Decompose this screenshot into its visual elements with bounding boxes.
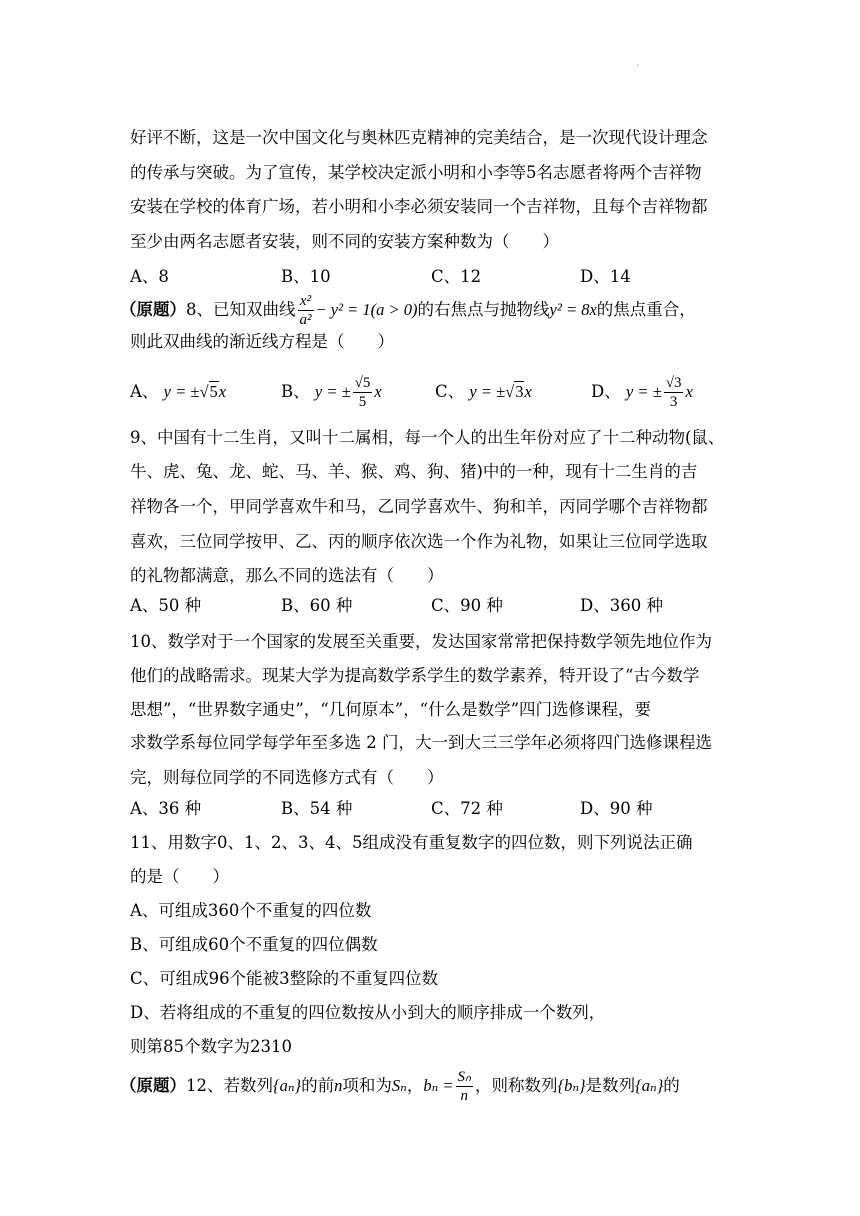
q8-option-a-post: x <box>218 382 227 401</box>
q7-line-1: 好评不断，这是一次中国文化与奥林匹克精神的完美结合，是一次现代设计理念 <box>130 128 708 147</box>
q8-line-1 <box>120 286 696 334</box>
q12-sn: Sₙ <box>391 1076 407 1095</box>
q7-option-b: B、10 <box>281 267 331 286</box>
q12-p4: ， <box>406 1076 424 1095</box>
q8-option-a-pre: y = ± <box>163 382 200 401</box>
q7-line-4: 至少由两名志愿者安装，则不同的安装方案种数为（ ） <box>130 232 559 251</box>
q8-option-c-rad: 3 <box>515 382 524 401</box>
q10-line-1: 10、数学对于一个国家的发展至关重要，发达国家常常把保持数学领先地位作为 <box>130 632 712 651</box>
q8-option-b-den: 5 <box>358 393 367 410</box>
q8-option-a-label: A、 <box>130 382 159 401</box>
q12-p3: 项和为 <box>342 1076 392 1095</box>
q8-prefix: 8、已知双曲线 <box>186 300 296 319</box>
q10-line-5: 完，则每位同学的不同选修方式有（ ） <box>130 768 444 787</box>
q7-option-d: D、14 <box>580 267 631 286</box>
q7-line-2: 的传承与突破。为了宣传，某学校决定派小明和小李等5名志愿者将两个吉祥物 <box>130 163 702 182</box>
q8-line-2: 则此双曲线的渐近线方程是（ ） <box>130 332 394 351</box>
q12-p5: ，则称数列 <box>475 1076 558 1095</box>
page-dot: . <box>636 58 639 69</box>
q12-seq-b: {bₙ} <box>557 1076 586 1095</box>
q12-frac-num: Sₙ <box>457 1068 472 1085</box>
q8-option-a-rad: 5 <box>209 382 218 401</box>
q8-option-b-label: B、 <box>281 382 310 401</box>
q11-option-d: D、若将组成的不重复的四位数按从小到大的顺序排成一个数列， <box>130 1003 606 1022</box>
q8-option-c-pre: y = ± <box>469 382 506 401</box>
q7-line-3: 安装在学校的体育广场，若小明和小李必须安装同一个吉祥物，且每个吉祥物都 <box>130 197 708 216</box>
q8-frac-den: a² <box>299 311 312 328</box>
q9-line-1: 9、中国有十二生肖，又叫十二属相，每一个人的出生年份对应了十二种动物(鼠、 <box>130 428 725 447</box>
q11-option-a: A、可组成360个不重复的四位数 <box>130 901 372 920</box>
q8-option-d-label: D、 <box>591 382 621 401</box>
q10-option-a: A、36 种 <box>130 799 202 818</box>
q8-option-d <box>591 368 693 416</box>
q8-tag: （原题） <box>120 300 186 319</box>
q8-option-c-sqrt: √3 <box>505 382 524 401</box>
q12-seq-a2: {aₙ} <box>635 1076 664 1095</box>
q12-seq-a: {aₙ} <box>273 1076 302 1095</box>
q8-mid: 的右焦点与抛物线 <box>417 300 550 319</box>
q10-line-4: 求数学系每位同学每学年至多选 2 门，大一到大三三学年必须将四门选修课程选 <box>130 733 712 752</box>
q8-option-d-fraction <box>664 376 684 410</box>
q8-option-c <box>435 368 532 416</box>
q11-line-2: 的是（ ） <box>130 867 229 886</box>
q12-fraction <box>456 1070 473 1104</box>
q11-option-d-cont: 则第85个数字为2310 <box>130 1037 292 1056</box>
q12-bn-eq: bₙ = <box>423 1076 454 1095</box>
q12-tag: （原题） <box>120 1076 186 1095</box>
q12-p2: 的前 <box>301 1076 335 1095</box>
q9-line-4: 喜欢，三位同学按甲、乙、丙的顺序依次选一个作为礼物，如果让三位同学选取 <box>130 532 708 551</box>
q12-p7: 的 <box>663 1076 680 1095</box>
q8-option-d-post: x <box>685 382 693 401</box>
q8-option-d-num: √3 <box>665 374 682 391</box>
q8-option-d-den: 3 <box>669 393 678 410</box>
q9-option-c: C、90 种 <box>431 596 503 615</box>
q12-p6: 是数列 <box>585 1076 636 1095</box>
q8-option-c-label: C、 <box>435 382 465 401</box>
q8-suffix: 的焦点重合， <box>596 300 696 319</box>
q9-line-3: 祥物各一个，甲同学喜欢牛和马，乙同学喜欢牛、狗和羊，丙同学哪个吉祥物都 <box>130 497 708 516</box>
q10-option-c: C、72 种 <box>431 799 503 818</box>
q8-option-b-fraction <box>353 376 373 410</box>
q12-frac-den: n <box>460 1087 469 1104</box>
q8-parabola: y² = 8x <box>549 300 597 319</box>
q8-option-b-post: x <box>374 382 382 401</box>
q10-line-2: 他们的战略需求。现某大学为提高数学系学生的数学素养，特开设了“古今数学 <box>130 666 700 685</box>
q8-option-d-pre: y = ± <box>625 382 662 401</box>
q8-option-a-sqrt: √5 <box>199 382 218 401</box>
q10-option-d: D、90 种 <box>580 799 653 818</box>
q11-line-1: 11、用数字0、1、2、3、4、5组成没有重复数字的四位数，则下列说法正确 <box>130 833 693 852</box>
q8-option-b-num: √5 <box>354 374 371 391</box>
q10-line-3: 思想”，“世界数字通史”，“几何原本”，“什么是数学”四门选修课程，要 <box>130 700 652 719</box>
q9-line-5: 的礼物都满意，那么不同的选法有（ ） <box>130 566 444 585</box>
q9-option-b: B、60 种 <box>281 596 353 615</box>
q9-line-2: 牛、虎、兔、龙、蛇、马、羊、猴、鸡、狗、猪)中的一种，现有十二生肖的吉 <box>130 462 698 481</box>
q8-hyperbola-fraction <box>298 294 314 328</box>
q10-option-b: B、54 种 <box>281 799 353 818</box>
q7-option-c: C、12 <box>431 267 482 286</box>
q8-eq-rest: − y² = 1(a > 0) <box>315 300 418 319</box>
q8-option-b <box>281 368 382 416</box>
q8-option-c-post: x <box>524 382 532 401</box>
q11-option-b: B、可组成60个不重复的四位偶数 <box>130 935 378 954</box>
q12-line-1 <box>120 1062 680 1110</box>
q12-p1: 12、若数列 <box>186 1076 273 1095</box>
q8-option-b-pre: y = ± <box>314 382 351 401</box>
q11-option-c: C、可组成96个能被3整除的不重复四位数 <box>130 969 439 988</box>
q9-option-a: A、50 种 <box>130 596 202 615</box>
q12-n: n <box>334 1076 343 1095</box>
q9-option-d: D、360 种 <box>580 596 663 615</box>
q8-frac-num: x² <box>298 294 314 311</box>
q7-option-a: A、8 <box>130 267 169 286</box>
q8-option-a <box>130 368 226 416</box>
